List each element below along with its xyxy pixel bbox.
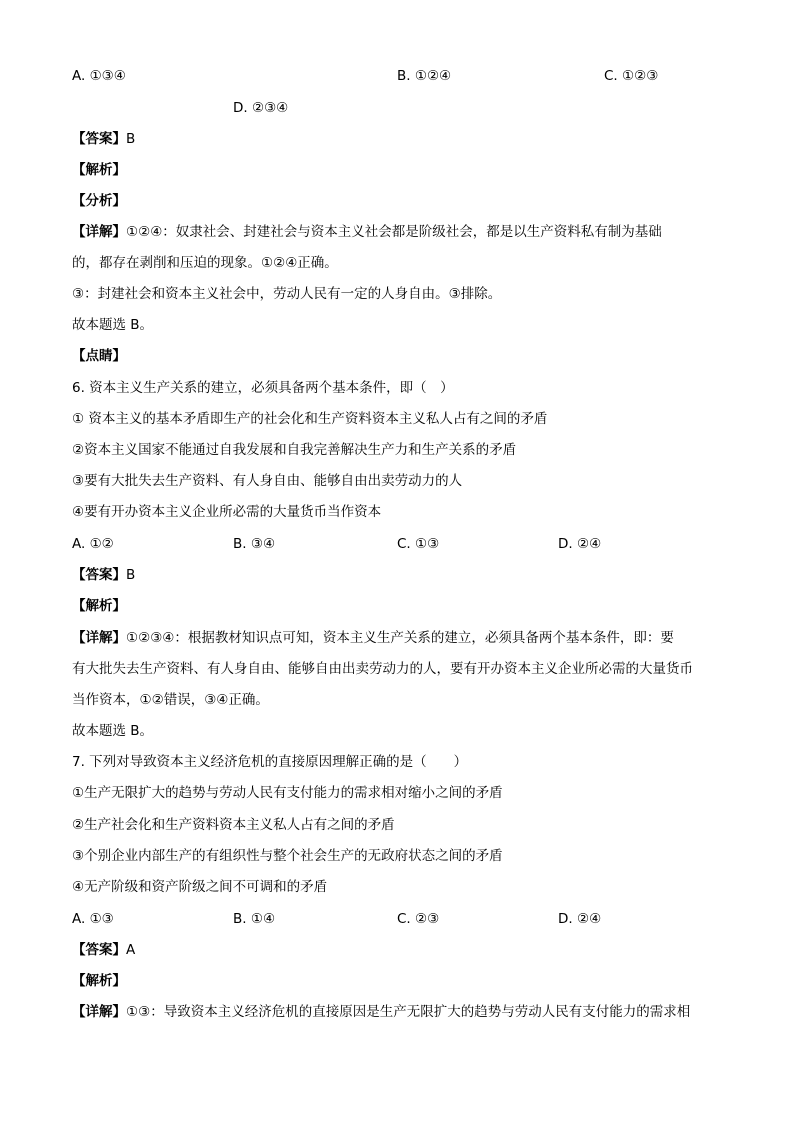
q5-detail-line-1 [72,222,662,242]
q7-item-4: ④无产阶级和资产阶级之间不可调和的矛盾 [72,879,328,895]
answer-label: 【答案】 [72,942,126,958]
detail-label: 【详解】 [72,630,126,646]
q6-answer [72,565,135,585]
q6-detail-line-3: 当作资本，①②错误，③④正确。 [72,692,269,708]
answer-label: 【答案】 [72,567,126,583]
q7-stem: 7. 下列对导致资本主义经济危机的直接原因理解正确的是（ ） [72,754,468,770]
q5-fenxi-label: 【分析】 [72,193,126,209]
q7-detail-line-1 [72,1002,690,1022]
q7-item-3: ③个别企业内部生产的有组织性与整个社会生产的无政府状态之间的矛盾 [72,848,503,864]
q6-stem: 6. 资本主义生产关系的建立，必须具备两个基本条件，即（ ） [72,380,454,396]
q7-option-d: D. ②④ [558,911,602,927]
q5-option-d: D. ②③④ [233,100,289,116]
q7-option-b: B. ①④ [233,911,276,927]
detail-text: ①②④：奴隶社会、封建社会与资本主义社会都是阶级社会，都是以生产资料私有制为基础 [126,224,662,240]
answer-label: 【答案】 [72,131,126,147]
q7-analysis-label: 【解析】 [72,973,126,989]
q5-option-b: B. ①②④ [397,68,452,84]
q6-option-c: C. ①③ [397,536,440,552]
detail-label: 【详解】 [72,224,126,240]
q7-option-c: C. ②③ [397,911,440,927]
q7-item-1: ①生产无限扩大的趋势与劳动人民有支付能力的需求相对缩小之间的矛盾 [72,785,503,801]
q5-analysis-label: 【解析】 [72,162,126,178]
q5-option-a: A. ①③④ [72,68,126,84]
answer-value: B [126,131,136,147]
q6-item-3: ③要有大批失去生产资料、有人身自由、能够自由出卖劳动力的人 [72,473,463,489]
q7-option-a: A. ①③ [72,911,114,927]
q5-dianjing-label: 【点睛】 [72,348,126,364]
q6-option-a: A. ①② [72,536,114,552]
q5-detail-line-3: ③：封建社会和资本主义社会中，劳动人民有一定的人身自由。③排除。 [72,286,502,302]
q6-analysis-label: 【解析】 [72,598,126,614]
q5-detail-line-2: 的，都存在剥削和压迫的现象。①②④正确。 [72,255,338,271]
q6-option-b: B. ③④ [233,536,276,552]
q6-option-d: D. ②④ [558,536,602,552]
q5-conclusion: 故本题选 B。 [72,317,154,333]
q6-detail-line-1 [72,628,674,648]
detail-label: 【详解】 [72,1004,126,1020]
detail-text: ①③：导致资本主义经济危机的直接原因是生产无限扩大的趋势与劳动人民有支付能力的需求相 [126,1004,691,1020]
q6-item-2: ②资本主义国家不能通过自我发展和自我完善解决生产力和生产关系的矛盾 [72,442,517,458]
q5-answer [72,129,135,149]
q6-item-4: ④要有开办资本主义企业所必需的大量货币当作资本 [72,504,382,520]
q6-item-1: ① 资本主义的基本矛盾即生产的社会化和生产资料资本主义私人占有之间的矛盾 [72,411,548,427]
answer-value: B [126,567,136,583]
q7-answer [72,940,135,960]
q6-conclusion: 故本题选 B。 [72,723,154,739]
q6-detail-line-2: 有大批失去生产资料、有人身自由、能够自由出卖劳动力的人，要有开办资本主义企业所必需的大量货币 [72,661,693,677]
q5-option-c: C. ①②③ [604,68,659,84]
q7-item-2: ②生产社会化和生产资料资本主义私人占有之间的矛盾 [72,817,395,833]
detail-text: ①②③④：根据教材知识点可知，资本主义生产关系的建立，必须具备两个基本条件，即：要 [126,630,674,646]
answer-value: A [126,942,136,958]
